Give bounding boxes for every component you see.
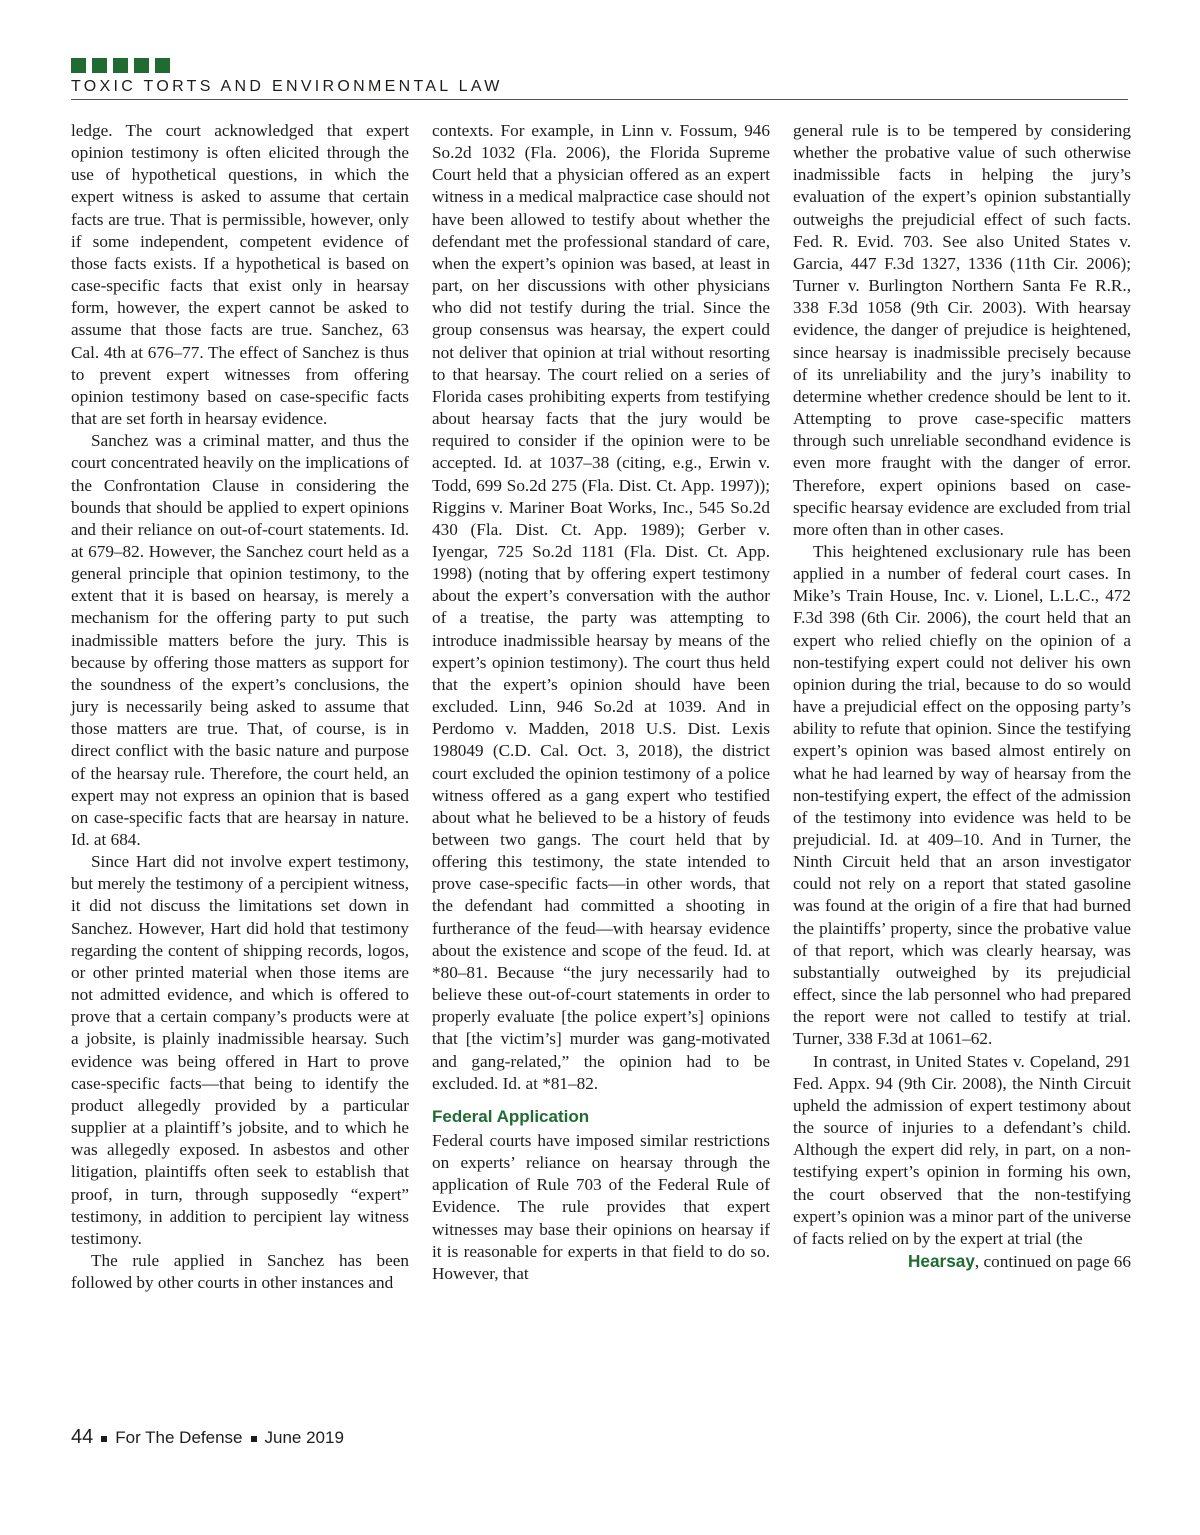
paragraph: The rule applied in Sanchez has been followed by other courts in other instances and [71,1250,409,1293]
continuation-note [793,1250,1131,1273]
page-footer [71,1426,344,1449]
section-title: TOXIC TORTS AND ENVIRONMENTAL LAW [71,78,503,95]
section-heading: Federal Application [432,1106,590,1126]
bullet-icon [101,1436,107,1442]
paragraph: general rule is to be tempered by considering whether the probative value of such otherwise inadmissible facts in helping the jury’s evaluation of the expert’s opinion substantially outweighs the prejudicial effect of such facts. Fed. R. Evid. 703. See also United States v. Garcia, 447 F.3d 1327, 1336 (11th Cir. 2006); Turner v. Burlington Northern Santa Fe R.R., 338 F.3d 1058 (9th Cir. 2003). With hearsay evidence, the danger of prejudice is heightened, since hearsay is inadmissible precisely because of its unreliability and the jury’s inability to determine whether credence should be lent to it. Attempting to prove case-specific matters through such unreliable secondhand evidence is even more fraught with the danger of error. Therefore, expert opinions based on case-specific hearsay evidence are excluded from trial more often than in other cases. [793,121,1131,539]
paragraph: Sanchez was a criminal matter, and thus the court concentrated heavily on the implications of the Confrontation Clause in considering the bounds that should be applied to expert opinions and their reliance on out-of-court statements. Id. at 679–82. However, the Sanchez court held as a general principle that opinion testimony, to the extent that it is based on hearsay, is merely a mechanism for the offering party to put such inadmissible matters before the jury. This is because by offering those matters as support for the soundness of the expert’s conclusions, the jury is necessarily being asked to assume that those matters are true. That, of course, is in direct conflict with the basic nature and purpose of the hearsay rule. Therefore, the court held, an expert may not express an opinion that is based on case-specific facts that are hearsay in nature. Id. at 684. [71,431,409,849]
column-1 [71,120,409,1294]
continuation-text: , continued on page 66 [974,1251,1131,1271]
paragraph: Since Hart did not involve expert testimony, but merely the testimony of a percipient witness, it did not discuss the limitations set down in Sanchez. However, Hart did hold that testimony regarding the content of shipping records, logos, or other printed material when those items are not admitted evidence, and which is offered to prove that a certain company’s products were at a jobsite, is plainly inadmissible hearsay. Such evidence was being offered in Hart to prove case-specific facts—that being to identify the product allegedly provided by a particular supplier at a plaintiff’s jobsite, and to which he was allegedly exposed. In asbestos and other litigation, plaintiffs often seek to establish that proof, in turn, through supposedly “expert” testimony, in addition to percipient lay witness testimony. [71,852,409,1248]
square-icon [113,58,128,73]
publication-name: For The Defense [115,1428,243,1447]
paragraph: Federal courts have imposed similar restrictions on experts’ reliance on hearsay through the application of Rule 703 of the Federal Rule of Evidence. The rule provides that expert witnesses may base their opinions on hearsay if it is reasonable for experts in that field to do so. However, that [432,1130,770,1283]
square-icon [134,58,149,73]
column-3 [793,120,1131,1273]
paragraph: In contrast, in United States v. Copeland, 291 Fed. Appx. 94 (9th Cir. 2008), the Ninth Circuit upheld the admission of expert testimony about the source of injuries to a defendant’s child. Although the expert did rely, in part, on a non-testifying expert’s opinion in forming his own, the court observed that the non-testifying expert’s opinion was a minor part of the universe of facts relied on by the expert at trial (the [793,1051,1131,1248]
paragraph: contexts. For example, in Linn v. Fossum, 946 So.2d 1032 (Fla. 2006), the Florida Supreme Court held that a physician offered as an expert witness in a medical malpractice case should not have been allowed to testify about whether the defendant met the professional standard of care, when the expert’s opinion was based, at least in part, on her discussions with other physicians who did not testify during the trial. Since the group consensus was hearsay, the expert could not deliver that opinion at trial without resorting to that hearsay. The court relied on a series of Florida cases prohibiting experts from testifying about hearsay facts that the jury would be required to consider if the opinion were to be accepted. Id. at 1037–38 (citing, e.g., Erwin v. Todd, 699 So.2d 275 (Fla. Dist. Ct. App. 1997)); Riggins v. Mariner Boat Works, Inc., 545 So.2d 430 (Fla. Dist. Ct. App. 1989); Gerber v. Iyengar, 725 So.2d 1181 (Fla. Dist. Ct. App. 1998) (noting that by offering expert testimony about the expert’s conversation with the author of a treatise, the party was attempting to introduce inadmissible hearsay by means of the expert’s opinion testimony). The court thus held that the expert’s opinion should have been excluded. Linn, 946 So.2d at 1039. And in Perdomo v. Madden, 2018 U.S. Dist. Lexis 198049 (C.D. Cal. Oct. 3, 2018), the district court excluded the opinion testimony of a police witness offered as a gang expert who testified about what he believed to be a history of feuds between two gangs. The court held that by offering this testimony, the state intended to prove case-specific facts—in other words, that the defendant had committed a shooting in furtherance of the feud—with hearsay evidence about the existence and scope of the feud. Id. at *80–81. Because “the jury necessarily had to believe these out-of-court statements in order to properly evaluate [the police expert’s] opinions that [the victim’s] murder was gang-motivated and gang-related,” the opinion had to be excluded. Id. at *81–82. [432,121,770,1093]
continuation-keyword: Hearsay [908,1250,975,1271]
header-squares [71,58,170,73]
square-icon [155,58,170,73]
page-number: 44 [71,1426,94,1448]
column-2 [432,120,770,1285]
paragraph: This heightened exclusionary rule has been applied in a number of federal court cases. In Mike’s Train House, Inc. v. Lionel, L.L.C., 472 F.3d 398 (6th Cir. 2006), the court held that an expert who relied chiefly on the opinion of a non-testifying expert could not deliver his own opinion during the trial, because to do so would have a prejudicial effect on the opposing party’s ability to refute that opinion. Since the testifying expert’s opinion was based almost entirely on what he had learned by way of hearsay from the non-testifying expert, the effect of the admission of the testimony into evidence was held to be prejudicial. Id. at 409–10. And in Turner, the Ninth Circuit held that an arson investigator could not rely on a report that stated gasoline was found at the origin of a fire that had burned the plaintiffs’ property, since the probative value of that report, which was clearly hearsay, was substantially outweighed by its prejudicial effect, since the lab personnel who had prepared the report were not called to testify at trial. Turner, 338 F.3d at 1061–62. [793,541,1131,1049]
square-icon [71,58,86,73]
bullet-icon [251,1436,257,1442]
square-icon [92,58,107,73]
header-rule [71,99,1128,100]
paragraph: ledge. The court acknowledged that expert opinion testimony is often elicited through the use of hypothetical questions, in which the expert witness is asked to assume that certain facts are true. That is permissible, however, only if some independent, competent evidence of those facts exists. If a hypothetical is based on case-specific facts that exist only in hearsay form, however, the expert cannot be asked to assume that those facts are true. Sanchez, 63 Cal. 4th at 676–77. The effect of Sanchez is thus to prevent expert witnesses from offering opinion testimony based on case-specific facts that are set forth in hearsay evidence. [71,121,409,429]
issue-date: June 2019 [264,1428,344,1447]
